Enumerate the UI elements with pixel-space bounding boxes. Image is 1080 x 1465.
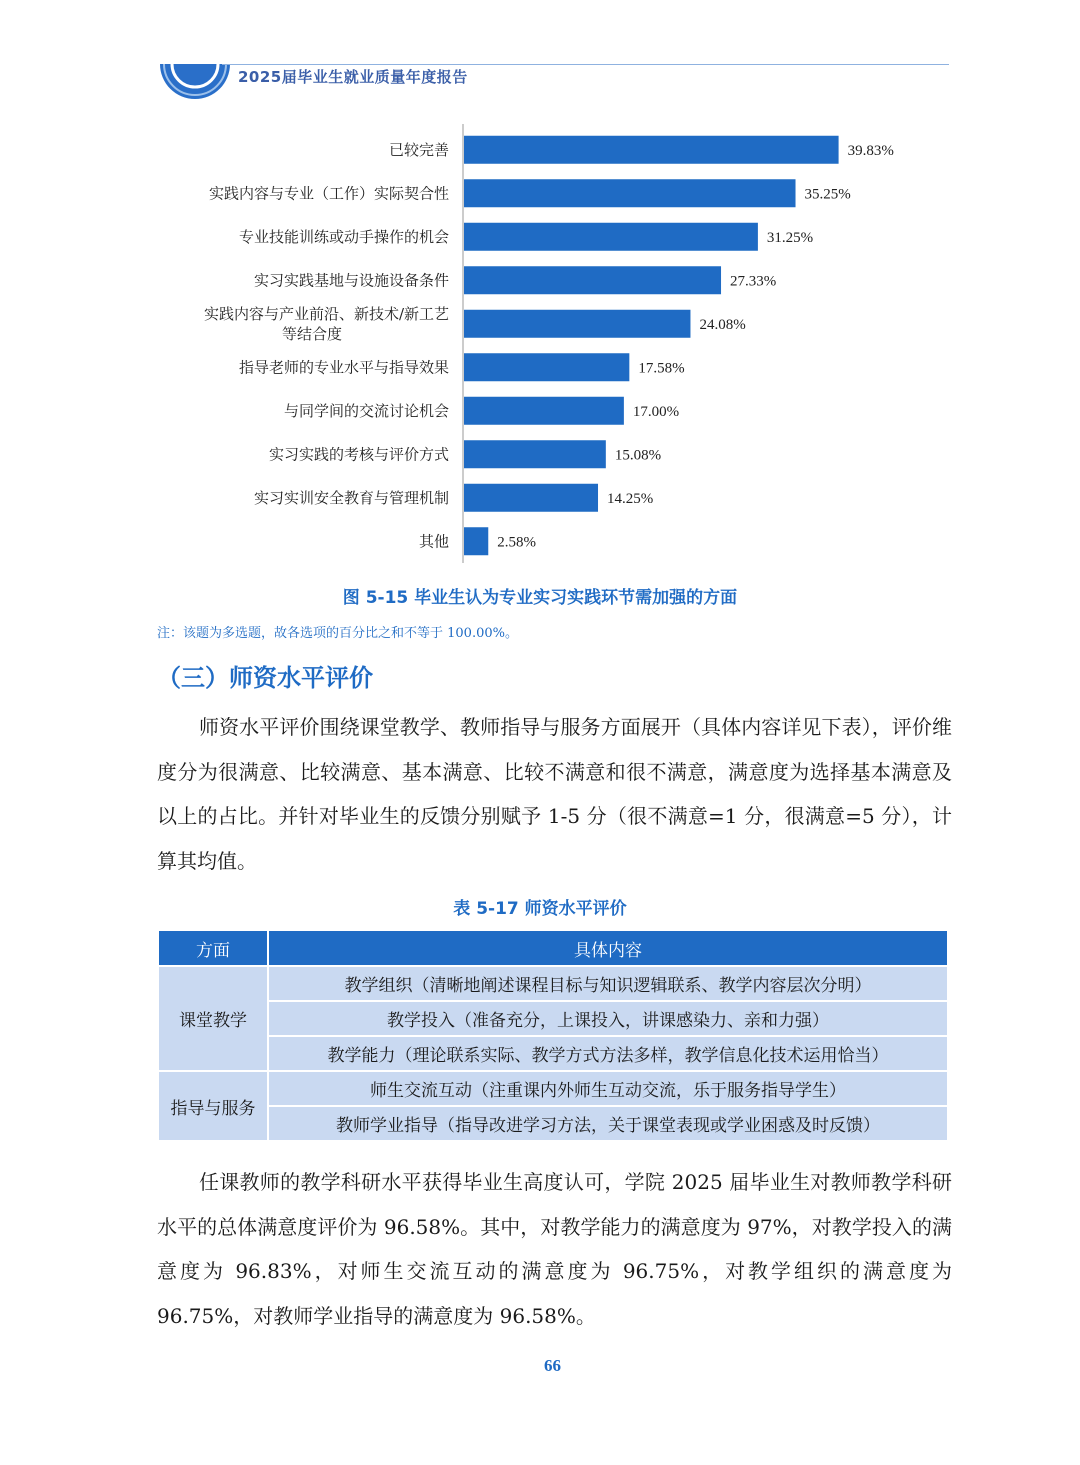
category-label-1: 实践内容与专业（工作）实际契合性	[208, 184, 449, 203]
page-header	[0, 0, 1080, 110]
category-label-line: 等结合度	[281, 324, 343, 343]
header-divider	[222, 64, 949, 65]
figure-caption: 图 5-15 毕业生认为专业实习实践环节需加强的方面	[342, 588, 738, 608]
category-label-line: 实践内容与产业前沿、新技术/新工艺	[203, 304, 449, 323]
aspect-cell: 课堂教学	[158, 966, 268, 1071]
category-label-5: 指导老师的专业水平与指导效果	[238, 358, 449, 377]
content-cell: 教学能力（理论联系实际、教学方式方法多样，教学信息化技术运用恰当）	[268, 1036, 948, 1071]
bar-1	[464, 179, 796, 207]
value-label-8: 14.25%	[607, 490, 654, 507]
value-label-4: 24.08%	[699, 316, 746, 333]
table-row	[158, 1036, 948, 1071]
section-heading: （三）师资水平评价	[157, 664, 373, 692]
bar-5	[464, 353, 629, 381]
category-label-8: 实习实训安全教育与管理机制	[253, 488, 449, 507]
header-aspect: 方面	[158, 930, 268, 966]
value-label-2: 31.25%	[766, 229, 814, 246]
page-number: 66	[544, 1356, 561, 1375]
value-label-3: 27.33%	[730, 273, 777, 290]
table-header-row	[158, 930, 948, 966]
category-label-6: 与同学间的交流讨论机会	[283, 401, 449, 420]
category-label-0: 已较完善	[388, 140, 449, 159]
value-label-7: 15.08%	[614, 447, 662, 464]
teacher-evaluation-table	[157, 929, 949, 1142]
bar-9	[464, 527, 488, 555]
bar-0	[464, 136, 839, 164]
table-row	[158, 966, 948, 1001]
category-label-3: 实习实践基地与设施设备条件	[253, 271, 449, 290]
value-label-9: 2.58%	[497, 534, 537, 551]
paragraph-intro: 师资水平评价围绕课堂教学、教师指导与服务方面展开（具体内容详见下表），评价维度分为很满意、比较满意、基本满意、比较不满意和很不满意，满意度为选择基本满意及以上的占比。并针对毕业生的反馈分别赋予 1-5 分（很不满意=1 分，很满意=5 分），计算其均值。	[157, 715, 952, 873]
bar-3	[464, 266, 721, 294]
content-cell: 教学投入（准备充分，上课投入，讲课感染力、亲和力强）	[268, 1001, 948, 1036]
value-label-0: 39.83%	[847, 142, 894, 159]
value-label-6: 17.00%	[632, 403, 680, 420]
bar-6	[464, 397, 624, 425]
report-title: 2025届毕业生就业质量年度报告	[238, 68, 468, 86]
value-label-5: 17.58%	[638, 360, 685, 377]
content-cell: 教学组织（清晰地阐述课程目标与知识逻辑联系、教学内容层次分明）	[268, 966, 948, 1001]
header-content: 具体内容	[268, 930, 948, 966]
bar-8	[464, 484, 598, 512]
category-label-7: 实习实践的考核与评价方式	[268, 445, 449, 464]
paragraph-results: 任课教师的教学科研水平获得毕业生高度认可，学院 2025 届毕业生对教师教学科研水平的总体满意度评价为 96.58%。其中，对教学能力的满意度为 97%，对教学投入的满意度为 96.83%，对师生交流互动的满意度为 96.75%，对教学组织的满意度为 96.75%，对教师学业指导的满意度为 96.58%。	[157, 1170, 952, 1328]
report-logo-icon	[0, 0, 240, 110]
aspect-cell: 指导与服务	[158, 1071, 268, 1141]
category-label-2: 专业技能训练或动手操作的机会	[238, 227, 449, 246]
content-cell: 师生交流互动（注重课内外师生互动交流，乐于服务指导学生）	[268, 1071, 948, 1106]
table-caption: 表 5-17 师资水平评价	[453, 899, 627, 919]
category-label-4	[204, 305, 449, 343]
bar-7	[464, 440, 606, 468]
table-row	[158, 1106, 948, 1141]
value-label-1: 35.25%	[804, 186, 851, 203]
bar-4	[464, 310, 690, 338]
figure-note: 注：该题为多选题，故各选项的百分比之和不等于 100.00%。	[157, 626, 518, 641]
content-cell: 教师学业指导（指导改进学习方法，关于课堂表现或学业困惑及时反馈）	[268, 1106, 948, 1141]
bar-chart-svg	[0, 120, 1080, 570]
bar-chart	[0, 120, 1080, 570]
table-row	[158, 1001, 948, 1036]
table-row	[158, 1071, 948, 1106]
category-label-9: 其他	[418, 532, 449, 551]
bar-2	[464, 223, 758, 251]
